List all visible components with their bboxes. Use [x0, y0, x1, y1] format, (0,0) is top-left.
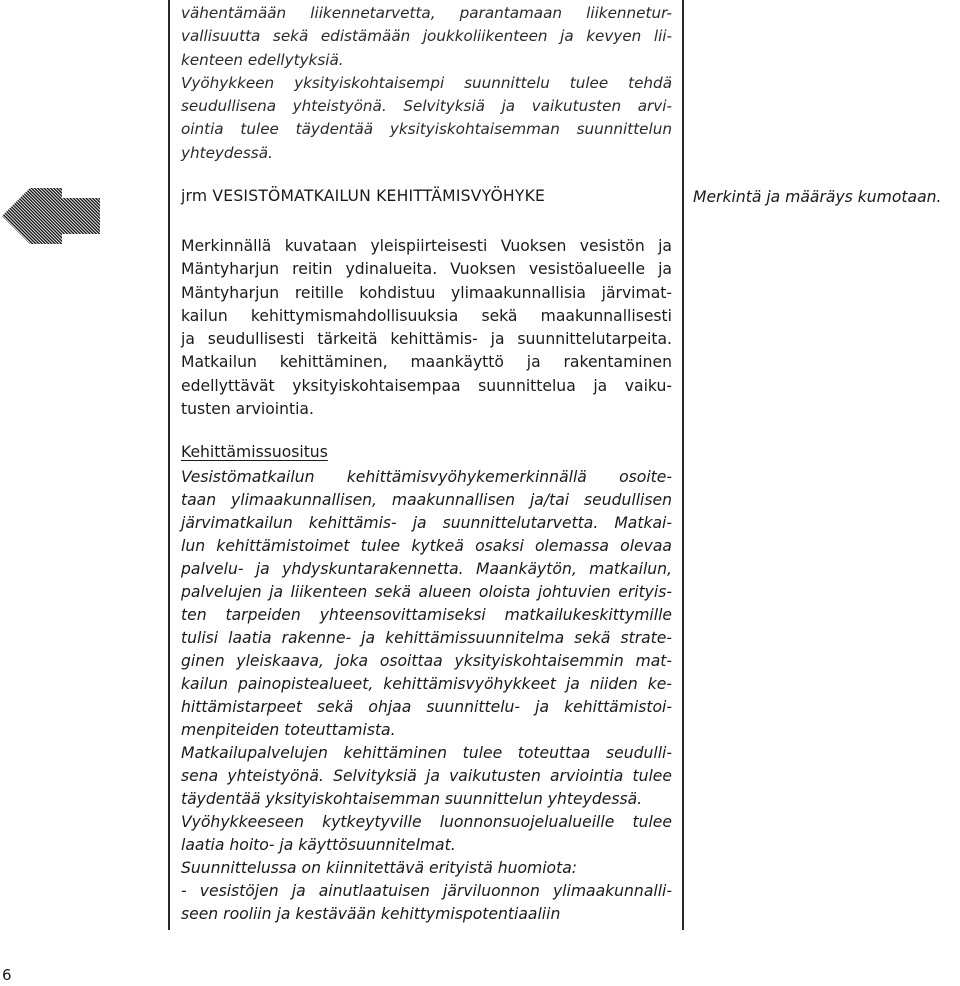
- page-number: 6: [2, 966, 12, 984]
- text-line: ja seudullisesti tärkeitä kehittämis- ja suunnittelutarpeita.: [181, 330, 672, 349]
- text-line: laatia hoito- ja käyttösuunnitelmat.: [181, 836, 456, 854]
- text-line: tulisi laatia rakenne- ja kehittämissuunnitelma sekä strate-: [181, 629, 672, 647]
- text-line: tusten arviointia.: [181, 400, 314, 419]
- text-line: Matkailun kehittäminen, maankäyttö ja rakentaminen: [181, 353, 672, 372]
- text-line: Vesistömatkailun kehittämisvyöhykemerkinnällä osoite-: [181, 468, 672, 486]
- text-line: täydentää yksityiskohtaisemman suunnittelun yhteydessä.: [181, 790, 643, 808]
- text-line: seen rooliin ja kestävään kehittymispotentiaaliin: [181, 905, 561, 923]
- text-line: järvimatkailun kehittämis- ja suunnittelutarvetta. Matkai-: [181, 514, 672, 532]
- hatched-zone-symbol-icon: [0, 186, 100, 246]
- text-line: Mäntyharjun reitin ydinalueita. Vuoksen vesistöalueelle ja: [181, 260, 672, 279]
- column-divider-left: [168, 0, 170, 930]
- text-line: vähentämään liikennetarvetta, parantamaan liikennetur-: [181, 4, 672, 22]
- text-line: ten tarpeiden yhteensovittamiseksi matkailukeskittymille: [181, 606, 672, 624]
- zone-description-paragraph: [181, 235, 672, 421]
- intro-paragraph: [181, 2, 672, 165]
- text-line: sena yhteistyönä. Selvityksiä ja vaikutusten arviointia tulee: [181, 767, 672, 785]
- recommendation-heading: Kehittämissuositus: [181, 443, 328, 461]
- text-line: taan ylimaakunnallisen, maakunnallisen ja/tai seudullisen: [181, 491, 672, 509]
- text-line: Merkinnällä kuvataan yleispiirteisesti Vuoksen vesistön ja: [181, 237, 672, 255]
- text-line: Suunnittelussa on kiinnitettävä erityistä huomiota:: [181, 859, 578, 877]
- text-line: ointia tulee täydentää yksityiskohtaisemman suunnittelun: [181, 120, 672, 139]
- text-line: Vyöhykkeeseen kytkeytyville luonnonsuojelualueille tulee: [181, 813, 672, 831]
- recommendation-paragraph: [181, 466, 672, 926]
- text-line: Matkailupalvelujen kehittäminen tulee toteuttaa seudulli-: [181, 744, 672, 762]
- zone-title: jrm VESISTÖMATKAILUN KEHITTÄMISVYÖHYKE: [181, 187, 546, 205]
- text-line: lun kehittämistoimet tulee kytkeä osaksi olemassa olevaa: [181, 537, 672, 555]
- text-line: - vesistöjen ja ainutlaatuisen järviluonnon ylimaakunnalli-: [181, 882, 672, 900]
- text-line: edellyttävät yksityiskohtaisempaa suunnittelua ja vaiku-: [181, 376, 672, 395]
- text-line: palvelu- ja yhdyskuntarakennetta. Maankäytön, matkailun,: [181, 560, 672, 578]
- text-line: yhteydessä.: [181, 143, 273, 162]
- text-line: seudullisena yhteistyönä. Selvityksiä ja vaikutusten arvi-: [181, 97, 672, 116]
- column-divider-right: [682, 0, 684, 930]
- text-line: Vyöhykkeen yksityiskohtaisempi suunnittelu tulee tehdä: [181, 73, 672, 92]
- text-line: kailun painopistealueet, kehittämisvyöhykkeet ja niiden ke-: [181, 675, 672, 693]
- text-line: vallisuutta sekä edistämään joukkoliikenteen ja kevyen lii-: [181, 27, 672, 46]
- text-line: ginen yleiskaava, joka osoittaa yksityiskohtaisemmin mat-: [181, 652, 672, 670]
- text-line: palvelujen ja liikenteen sekä alueen oloista johtuvien erityis-: [181, 583, 672, 601]
- text-line: menpiteiden toteuttamista.: [181, 721, 396, 739]
- text-line: kenteen edellytyksiä.: [181, 50, 344, 69]
- text-line: Mäntyharjun reitille kohdistuu ylimaakunnallisia järvimat-: [181, 283, 672, 302]
- text-line: hittämistarpeet sekä ohjaa suunnittelu- ja kehittämistoi-: [181, 698, 672, 716]
- zone-revocation-note: Merkintä ja määräys kumotaan.: [693, 188, 942, 206]
- text-line: kailun kehittymismahdollisuuksia sekä maakunnallisesti: [181, 306, 672, 325]
